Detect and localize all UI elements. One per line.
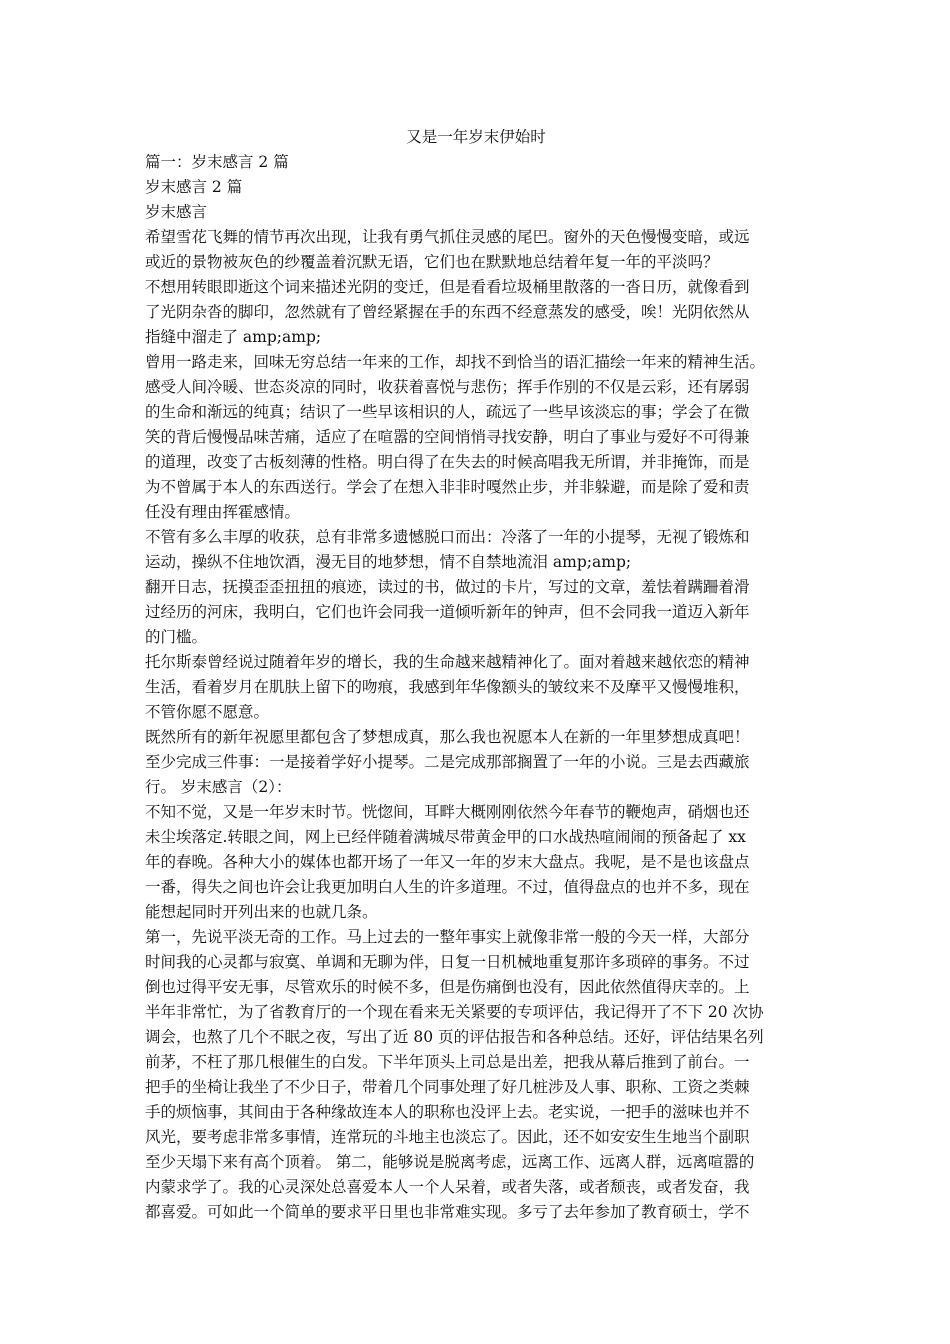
paragraph-line: 至少完成三件事：一是接着学好小提琴。二是完成那部搁置了一年的小说。三是去西藏旅	[145, 753, 750, 771]
paragraph-line: 倒也过得平安无事，尽管欢乐的时候不多，但是伤痛倒也没有，因此依然值得庆幸的。上	[145, 978, 750, 996]
document-page	[145, 124, 807, 1225]
paragraph	[145, 275, 807, 350]
paragraph	[145, 800, 807, 925]
paragraph-line: 一番，得失之间也许会让我更加明白人生的许多道理。不过，值得盘点的也并不多，现在	[145, 878, 750, 896]
document-title: 又是一年岁末伊始时	[406, 128, 546, 146]
paragraph-line: 过经历的河床，我明白，它们也许会同我一道倾听新年的钟声，但不会同我一道迈入新年	[145, 603, 750, 621]
paragraph-line: 希望雪花飞舞的情节再次出现，让我有勇气抓住灵感的尾巴。窗外的天色慢慢变暗，或远	[145, 228, 750, 246]
paragraph-line: 感受人间冷暖、世态炎凉的同时，收获着喜悦与悲伤；挥手作别的不仅是云彩，还有孱弱	[145, 378, 750, 396]
paragraph-line: 至少天塌下来有高个顶着。 第二，能够说是脱离考虑，远离工作、远离人群，远离喧嚣的	[145, 1153, 755, 1171]
paragraph-line: 行。 岁末感言（2）：	[145, 778, 292, 796]
paragraph-line: 了光阴杂沓的脚印，忽然就有了曾经紧握在手的东西不经意蒸发的感受，唉！光阴依然从	[145, 303, 750, 321]
paragraph-line: 指缝中溜走了 amp;amp;	[145, 328, 322, 346]
paragraph-line: 未尘埃落定.转眼之间，网上已经伴随着满城尽带黄金甲的口水战热喧闹闹的预备起了 xx	[145, 828, 746, 846]
paragraph	[145, 525, 807, 575]
paragraph	[145, 650, 807, 725]
paragraph-line: 运动，操纵不住地饮酒，漫无目的地梦想，情不自禁地流泪 amp;amp;	[145, 553, 632, 571]
paragraph	[145, 925, 807, 1225]
paragraph-line: 的道理，改变了古板刻薄的性格。明白得了在失去的时候高唱我无所谓，并非掩饰，而是	[145, 453, 750, 471]
paragraph	[145, 575, 807, 650]
paragraph-line: 调会，也熬了几个不眠之夜，写出了近 80 页的评估报告和各种总结。还好，评估结果名列	[145, 1028, 764, 1046]
paragraph-line: 前茅，不枉了那几根催生的白发。下半年顶头上司总是出差，把我从幕后推到了前台。一	[145, 1053, 750, 1071]
paragraph-line: 的门槛。	[145, 628, 208, 646]
section-heading: 篇一：岁末感言 2 篇	[145, 153, 289, 171]
paragraph-line: 既然所有的新年祝愿里都包含了梦想成真，那么我也祝愿本人在新的一年里梦想成真吧！	[145, 728, 750, 746]
paragraph-line: 内蒙求学了。我的心灵深处总喜爱本人一个人呆着，或者失落，或者颓丧，或者发奋，我	[145, 1178, 750, 1196]
body-text	[145, 225, 807, 1225]
paragraph-line: 半年非常忙，为了省教育厅的一个现在看来无关紧要的专项评估，我记得开了不下 20 次协	[145, 1003, 764, 1021]
paragraph-line: 为不曾属于本人的东西送行。学会了在想入非非时嘎然止步，并非躲避，而是除了爱和责	[145, 478, 750, 496]
paragraph-line: 时间我的心灵都与寂寞、单调和无聊为伴，日复一日机械地重复那许多琐碎的事务。不过	[145, 953, 750, 971]
paragraph-line: 风光，要考虑非常多事情，连常玩的斗地主也淡忘了。因此，还不如安安生生地当个副职	[145, 1128, 750, 1146]
paragraph-line: 不管你愿不愿意。	[145, 703, 270, 721]
paragraph	[145, 225, 807, 275]
paragraph-line: 能想起同时开列出来的也就几条。	[145, 903, 378, 921]
heading-list	[145, 150, 807, 225]
paragraph-line: 翻开日志，抚摸歪歪扭扭的痕迹，读过的书，做过的卡片，写过的文章，羞怯着蹒跚着滑	[145, 578, 750, 596]
paragraph-line: 把手的坐椅让我坐了不少日子，带着几个同事处理了好几桩涉及人事、职称、工资之类棘	[145, 1078, 750, 1096]
paragraph-line: 不知不觉，又是一年岁末时节。恍惚间，耳畔大概刚刚依然今年春节的鞭炮声，硝烟也还	[145, 803, 750, 821]
paragraph-line: 曾用一路走来，回味无穷总结一年来的工作，却找不到恰当的语汇描绘一年来的精神生活。	[145, 353, 766, 371]
paragraph-line: 笑的背后慢慢品味苦痛，适应了在喧嚣的空间悄悄寻找安静，明白了事业与爱好不可得兼	[145, 428, 750, 446]
paragraph-line: 年的春晚。各种大小的媒体也都开场了一年又一年的岁末大盘点。我呢，是不是也该盘点	[145, 853, 750, 871]
paragraph-line: 或近的景物被灰色的纱覆盖着沉默无语，它们也在默默地总结着年复一年的平淡吗？	[145, 253, 719, 271]
paragraph	[145, 350, 807, 525]
paragraph-line: 都喜爱。可如此一个简单的要求平日里也非常难实现。多亏了去年参加了教育硕士，学不	[145, 1203, 750, 1221]
paragraph-line: 不想用转眼即逝这个词来描述光阴的变迁，但是看看垃圾桶里散落的一沓日历，就像看到	[145, 278, 750, 296]
paragraph	[145, 725, 807, 800]
paragraph-line: 托尔斯泰曾经说过随着年岁的增长，我的生命越来越精神化了。面对着越来越依恋的精神	[145, 653, 750, 671]
paragraph-line: 第一，先说平淡无奇的工作。马上过去的一整年事实上就像非常一般的今天一样，大部分	[145, 928, 750, 946]
paragraph-line: 手的烦恼事，其间由于各种缘故连本人的职称也没评上去。老实说，一把手的滋味也并不	[145, 1103, 750, 1121]
paragraph-line: 生活，看着岁月在肌肤上留下的吻痕，我感到年华像额头的皱纹来不及摩平又慢慢堆积，	[145, 678, 750, 696]
section-heading: 岁末感言	[145, 203, 208, 221]
paragraph-line: 任没有理由挥霍感情。	[145, 503, 301, 521]
paragraph-line: 的生命和渐远的纯真；结识了一些早该相识的人，疏远了一些早该淡忘的事；学会了在微	[145, 403, 750, 421]
section-heading: 岁末感言 2 篇	[145, 178, 243, 196]
paragraph-line: 不管有多么丰厚的收获，总有非常多遗憾脱口而出：冷落了一年的小提琴，无视了锻炼和	[145, 528, 750, 546]
